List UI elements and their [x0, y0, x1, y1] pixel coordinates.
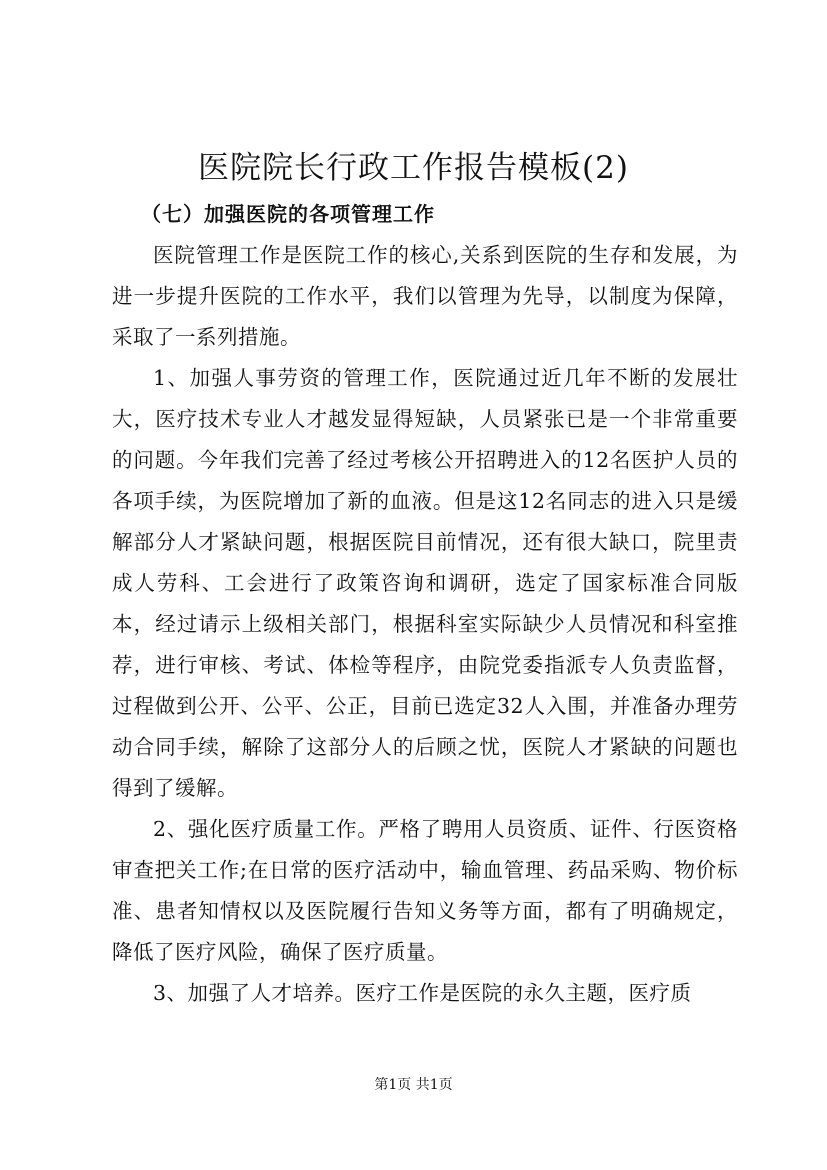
paragraph-quality: 2、强化医疗质量工作。严格了聘用人员资质、证件、行医资格审查把关工作;在日常的医疗活动中，输血管理、药品采购、物价标准、患者知情权以及医院履行告知义务等方面，都有了明确规定，降低了医疗风险，确保了医疗质量。 [112, 817, 738, 964]
page-footer: 第1页 共1页 [374, 1077, 453, 1093]
document-title: 医院院长行政工作报告模板(2) [198, 150, 629, 186]
body-text [112, 235, 738, 1014]
paragraph-personnel: 1、加强人事劳资的管理工作，医院通过近几年不断的发展壮大，医疗技术专业人才越发显得短缺，人员紧张已是一个非常重要的问题。今年我们完善了经过考核公开招聘进入的12名医护人员的各项手续，为医院增加了新的血液。但是这12名同志的进入只是缓解部分人才紧缺问题，根据医院目前情况，还有很大缺口，院里责成人劳科、工会进行了政策咨询和调研，选定了国家标准合同版本，经过请示上级相关部门，根据科室实际缺少人员情况和科室推荐，进行审核、考试、体检等程序，由院党委指派专人负责监督，过程做到公开、公平、公正，目前已选定32人入围，并准备办理劳动合同手续，解除了这部分人的后顾之忧，医院人才紧缺的问题也得到了缓解。 [112, 366, 738, 800]
paragraph-training: 3、加强了人才培养。医疗工作是医院的永久主题，医疗质 [153, 981, 692, 1005]
section-heading: （七）加强医院的各项管理工作 [141, 202, 435, 226]
paragraph-intro: 医院管理工作是医院工作的核心,关系到医院的生存和发展，为进一步提升医院的工作水平，我们以管理为先导，以制度为保障，采取了一系列措施。 [112, 243, 738, 349]
